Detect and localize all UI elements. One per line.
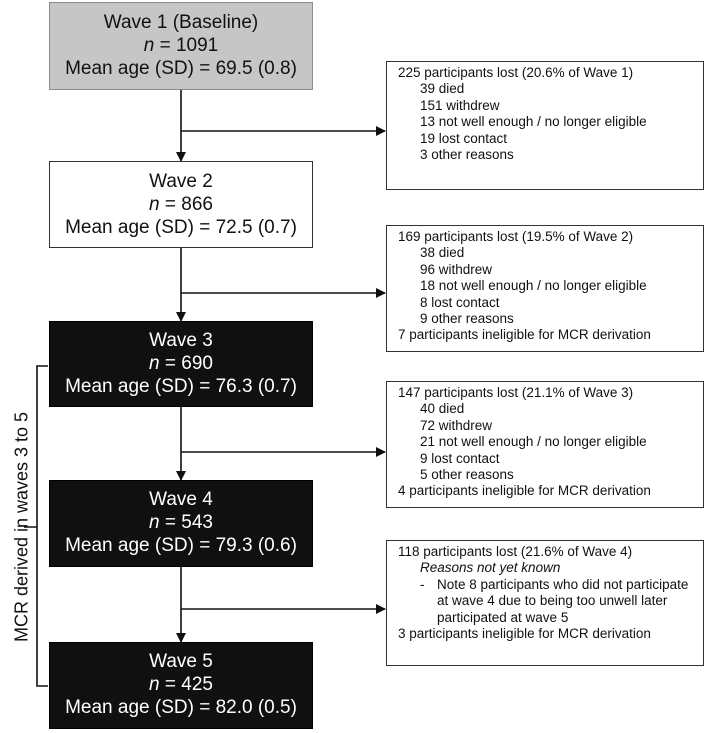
loss-2-item: 18 not well enough / no longer eligible (420, 278, 647, 294)
loss-3-item: 9 lost contact (420, 450, 500, 466)
loss-4-footer: 3 participants ineligible for MCR derivation (398, 626, 651, 642)
wave-1-title: Wave 1 (Baseline) (103, 12, 259, 33)
loss-1-item: 151 withdrew (420, 97, 500, 113)
loss-2-item: 96 withdrew (420, 261, 493, 277)
wave-1-n: n = 1091 (143, 35, 219, 56)
loss-4-reasons: Reasons not yet known (420, 560, 561, 576)
loss-3-item: 21 not well enough / no longer eligible (420, 434, 647, 450)
loss-1-item: 3 other reasons (420, 147, 514, 163)
loss-1-item: 13 not well enough / no longer eligible (420, 114, 647, 130)
loss-box-wave-2 (386, 225, 704, 352)
loss-1-item: 39 died (420, 81, 465, 97)
mcr-derived-label: MCR derived in waves 3 to 5 (11, 411, 32, 643)
loss-3-header: 147 participants lost (21.1% of Wave 3) (398, 385, 634, 400)
loss-2-item: 38 died (420, 245, 465, 261)
loss-1-item: 19 lost contact (420, 130, 508, 146)
note-dash: - (420, 576, 425, 592)
loss-box-wave-3 (386, 381, 704, 508)
wave-3-title: Wave 3 (149, 330, 213, 351)
wave-3-n: n = 690 (149, 353, 213, 374)
loss-2-item: 9 other reasons (420, 311, 514, 327)
wave-2-title: Wave 2 (149, 171, 213, 192)
loss-box-wave-1 (386, 61, 704, 190)
wave-4-age: Mean age (SD) = 79.3 (0.6) (65, 535, 297, 556)
loss-box-wave-4 (386, 540, 704, 666)
loss-4-note-text: Note 8 participants who did not participate at wave 4 due to being too unwell later participated at wave 5 (437, 576, 689, 625)
loss-3-footer: 4 participants ineligible for MCR derivation (398, 483, 651, 499)
loss-1-header: 225 participants lost (20.6% of Wave 1) (398, 65, 634, 80)
wave-4-n: n = 543 (149, 512, 213, 533)
loss-2-item: 8 lost contact (420, 294, 500, 310)
loss-3-item: 5 other reasons (420, 467, 514, 483)
wave-5-age: Mean age (SD) = 82.0 (0.5) (65, 697, 297, 718)
loss-4-note (398, 577, 703, 626)
loss-2-footer: 7 participants ineligible for MCR derivation (398, 327, 651, 343)
wave-3-box (49, 321, 313, 407)
loss-3-item: 40 died (420, 401, 465, 417)
loss-4-header: 118 participants lost (21.6% of Wave 4) (398, 544, 633, 559)
wave-1-age: Mean age (SD) = 69.5 (0.8) (65, 58, 297, 79)
wave-5-n: n = 425 (149, 674, 213, 695)
wave-3-age: Mean age (SD) = 76.3 (0.7) (65, 376, 297, 397)
wave-5-box (49, 642, 313, 729)
loss-2-header: 169 participants lost (19.5% of Wave 2) (398, 229, 634, 244)
wave-4-title: Wave 4 (149, 489, 213, 510)
wave-5-title: Wave 5 (149, 651, 213, 672)
wave-2-box (49, 161, 313, 248)
wave-2-n: n = 866 (149, 194, 213, 215)
wave-4-box (49, 480, 313, 567)
wave-1-box (49, 2, 313, 90)
wave-2-age: Mean age (SD) = 72.5 (0.7) (65, 217, 297, 238)
loss-3-item: 72 withdrew (420, 417, 493, 433)
